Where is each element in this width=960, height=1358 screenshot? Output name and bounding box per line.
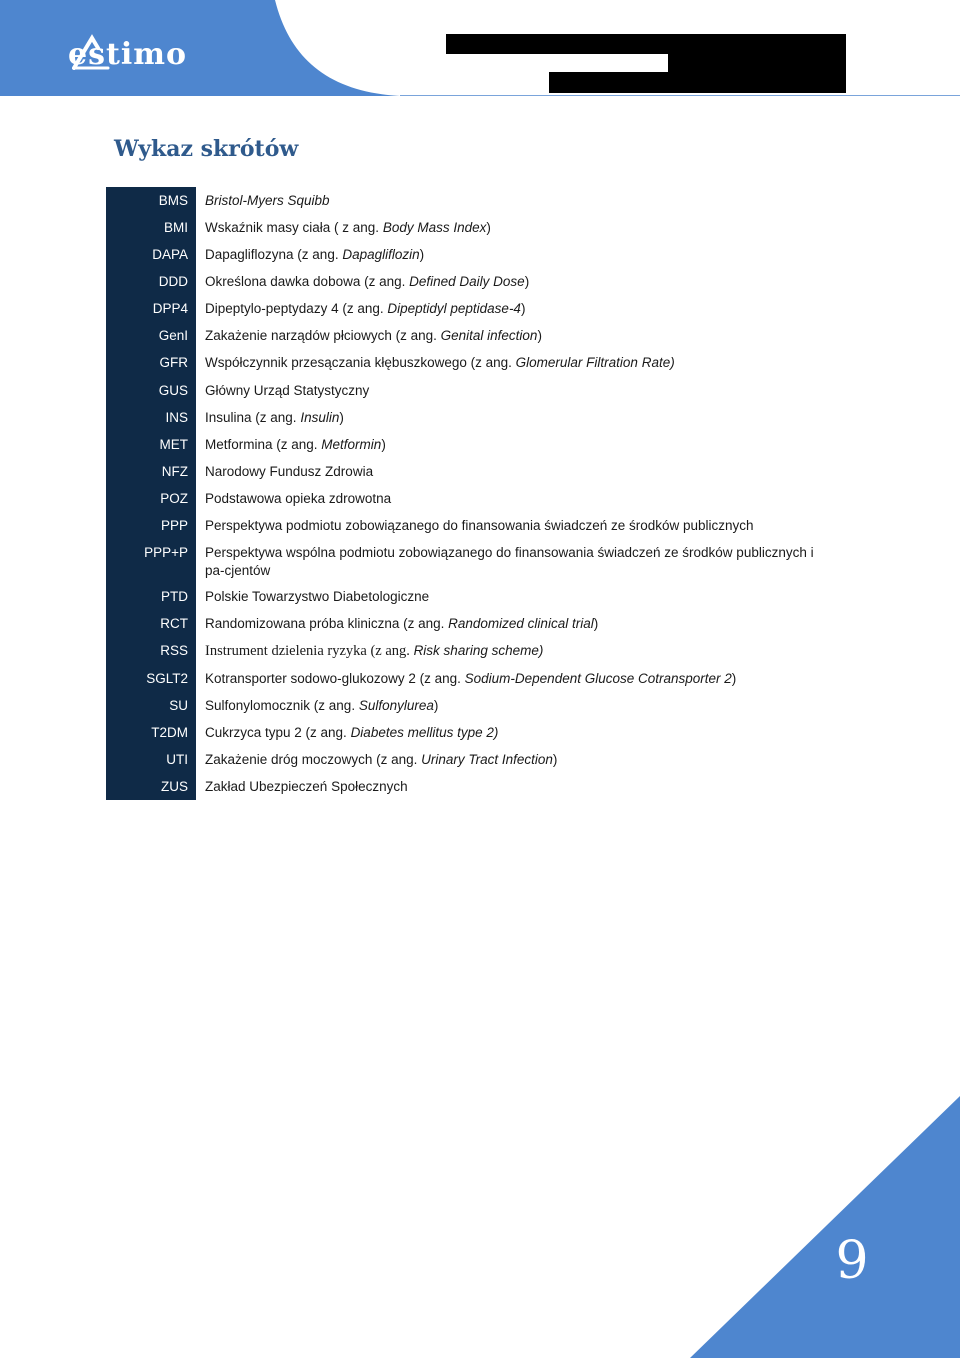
redaction-bar-top bbox=[446, 34, 846, 54]
definition-english-term: Glomerular Filtration Rate) bbox=[515, 355, 675, 370]
definition-suffix: ) bbox=[381, 437, 386, 452]
definition-text: Zakażenie narządów płciowych (z ang. bbox=[205, 328, 441, 343]
definition-suffix: ) bbox=[731, 671, 737, 686]
definition-suffix: ) bbox=[419, 247, 425, 262]
abbreviation-term: DDD bbox=[158, 274, 188, 289]
definition-english-term: Dipeptidyl peptidase-4 bbox=[387, 301, 521, 316]
abbreviation-definition bbox=[205, 273, 830, 291]
definition-english-term: Body Mass Index bbox=[382, 220, 487, 235]
abbreviation-definition bbox=[205, 409, 830, 427]
abbreviation-definition bbox=[205, 517, 830, 535]
abbreviation-term: T2DM bbox=[151, 725, 188, 740]
definition-text: Perspektywa wspólna podmiotu zobowiązanego do finansowania świadczeń ze środków publicznych i pa-cjentów bbox=[205, 545, 814, 578]
abbreviation-definition bbox=[205, 615, 830, 633]
definition-english-term: Bristol-Myers Squibb bbox=[205, 193, 330, 208]
definition-text: Określona dawka dobowa (z ang. bbox=[205, 274, 410, 289]
definition-english-term: Risk sharing scheme) bbox=[413, 643, 544, 658]
definition-text: Dipeptylo-peptydazy 4 (z ang. bbox=[205, 301, 388, 316]
definition-text: Główny Urząd Statystyczny bbox=[205, 383, 370, 398]
definition-english-term: Insulin bbox=[300, 410, 340, 425]
definition-text: Podstawowa opieka zdrowotna bbox=[205, 491, 392, 506]
abbreviation-term: GFR bbox=[159, 355, 188, 370]
definition-text: Randomizowana próba kliniczna (z ang. bbox=[205, 616, 449, 631]
definition-suffix: ) bbox=[486, 220, 491, 235]
definition-english-term: Urinary Tract Infection bbox=[421, 752, 553, 767]
abbreviation-term: BMI bbox=[163, 220, 188, 235]
definition-english-term: Metformin bbox=[321, 437, 382, 452]
definition-text: Zakład Ubezpieczeń Społecznych bbox=[205, 779, 408, 794]
abbreviation-term: RCT bbox=[160, 616, 188, 631]
definition-text: Dapagliflozyna (z ang. bbox=[205, 247, 343, 262]
definition-text: Polskie Towarzystwo Diabetologiczne bbox=[205, 589, 430, 604]
abbreviation-definition bbox=[205, 724, 830, 742]
definition-suffix: ) bbox=[524, 274, 530, 289]
logo bbox=[68, 34, 187, 72]
definition-english-term: Diabetes mellitus type 2) bbox=[350, 725, 499, 740]
abbreviation-term: GUS bbox=[158, 383, 188, 398]
abbreviation-term: SU bbox=[169, 698, 188, 713]
abbreviation-term: ZUS bbox=[161, 779, 188, 794]
definition-suffix: ) bbox=[537, 328, 542, 343]
definition-text: Sulfonylomocznik (z ang. bbox=[205, 698, 359, 713]
logo-mark-icon bbox=[72, 34, 110, 70]
abbreviation-definition bbox=[205, 490, 830, 508]
abbreviation-definition bbox=[205, 670, 830, 688]
abbreviation-term: BMS bbox=[158, 193, 188, 208]
definition-text: Metformina (z ang. bbox=[205, 437, 322, 452]
abbreviation-term: SGLT2 bbox=[146, 671, 188, 686]
definition-text: Współczynnik przesączania kłębuszkowego (z ang. bbox=[205, 355, 516, 370]
abbreviation-definition bbox=[205, 436, 830, 454]
definition-text: Instrument dzielenia ryzyka (z ang. bbox=[205, 643, 414, 659]
abbreviation-definition bbox=[205, 300, 830, 318]
abbreviation-term: POZ bbox=[160, 491, 188, 506]
definition-text: Kotransporter sodowo-glukozowy 2 (z ang. bbox=[205, 671, 465, 686]
redaction-gap bbox=[446, 54, 668, 72]
abbreviation-term: PPP+P bbox=[144, 545, 188, 560]
abbreviation-definition bbox=[205, 463, 830, 481]
redaction-bar-bottom bbox=[549, 74, 846, 93]
abbreviation-term: INS bbox=[165, 410, 188, 425]
definition-english-term: Genital infection bbox=[440, 328, 538, 343]
logo-text: estimo bbox=[68, 37, 187, 72]
abbreviation-definition bbox=[205, 588, 830, 606]
abbreviation-term: PPP bbox=[160, 518, 188, 533]
definition-english-term: Sodium-Dependent Glucose Cotransporter 2 bbox=[464, 671, 732, 686]
definition-text: Insulina (z ang. bbox=[205, 410, 301, 425]
abbreviation-definition bbox=[205, 382, 830, 400]
definition-english-term: Randomized clinical trial bbox=[448, 616, 594, 631]
abbreviation-definition bbox=[205, 192, 830, 210]
definition-english-term: Dapagliflozin bbox=[342, 247, 420, 262]
definition-suffix: ) bbox=[552, 752, 558, 767]
definition-text: Zakażenie dróg moczowych (z ang. bbox=[205, 752, 422, 767]
abbreviation-term: DAPA bbox=[152, 247, 188, 262]
abbreviation-definition bbox=[205, 219, 830, 237]
abbreviation-term: PTD bbox=[161, 589, 188, 604]
page-number: 9 bbox=[835, 1231, 869, 1291]
abbreviation-definition bbox=[205, 778, 830, 796]
abbreviation-term: GenI bbox=[158, 328, 188, 343]
abbreviation-term: UTI bbox=[166, 752, 188, 767]
definition-english-term: Sulfonylurea bbox=[358, 698, 434, 713]
definition-suffix: ) bbox=[433, 698, 439, 713]
definition-suffix: ) bbox=[520, 301, 526, 316]
abbreviation-term: MET bbox=[159, 437, 188, 452]
page-title: Wykaz skrótów bbox=[114, 136, 299, 162]
definition-suffix: ) bbox=[593, 616, 599, 631]
definition-suffix: ) bbox=[339, 410, 344, 425]
definition-text: Perspektywa podmiotu zobowiązanego do finansowania świadczeń ze środków publicznych bbox=[205, 518, 754, 533]
abbreviation-term: NFZ bbox=[161, 464, 188, 479]
definition-text: Cukrzyca typu 2 (z ang. bbox=[205, 725, 351, 740]
definition-english-term: Defined Daily Dose bbox=[409, 274, 525, 289]
abbreviation-definition bbox=[205, 642, 830, 660]
abbreviation-definition bbox=[205, 544, 830, 580]
abbreviation-term: DPP4 bbox=[152, 301, 188, 316]
definition-text: Wskaźnik masy ciała ( z ang. bbox=[205, 220, 383, 235]
abbreviation-definition bbox=[205, 354, 830, 372]
abbreviation-definition bbox=[205, 697, 830, 715]
page-header bbox=[0, 0, 960, 96]
abbreviation-definition bbox=[205, 246, 830, 264]
abbreviation-term: RSS bbox=[160, 643, 188, 658]
abbreviation-definition bbox=[205, 327, 830, 345]
abbreviation-definition bbox=[205, 751, 830, 769]
definition-text: Narodowy Fundusz Zdrowia bbox=[205, 464, 374, 479]
